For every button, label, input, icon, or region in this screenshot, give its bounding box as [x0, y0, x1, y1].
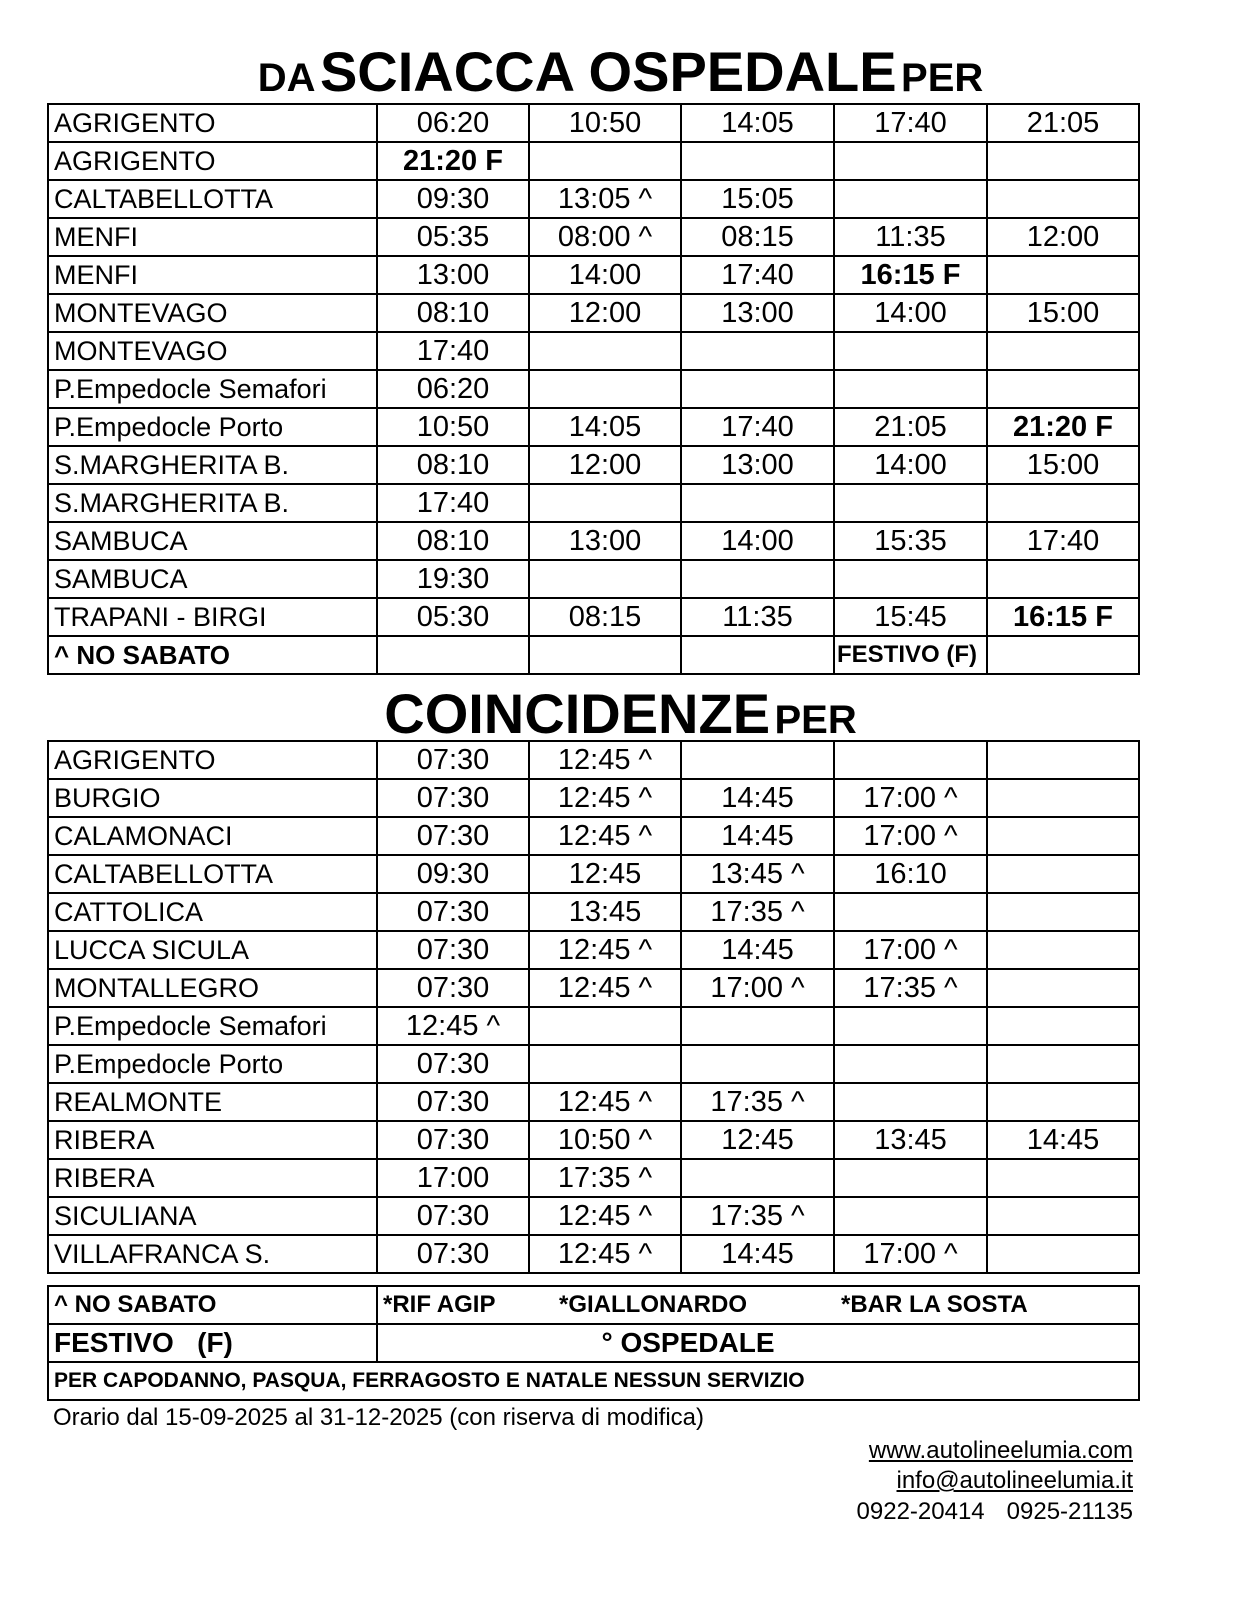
destination-cell: CALAMONACI — [48, 817, 377, 855]
legend-row-holidays — [48, 1362, 1139, 1400]
empty-cell — [987, 1197, 1139, 1235]
festivo-note: FESTIVO (F) — [48, 1324, 377, 1362]
legend-row-stops — [48, 1286, 1139, 1324]
destination-cell: MENFI — [48, 256, 377, 294]
time-cell: 13:45 — [834, 1121, 987, 1159]
time-cell: 13:00 — [529, 522, 681, 560]
time-cell: 17:00 ^ — [834, 779, 987, 817]
phone-2: 0925-21135 — [1006, 1498, 1133, 1525]
empty-cell — [987, 1045, 1139, 1083]
time-cell: 19:30 — [377, 560, 529, 598]
destination-cell: AGRIGENTO — [48, 104, 377, 142]
time-cell: 14:05 — [529, 408, 681, 446]
time-cell: 12:45 — [529, 855, 681, 893]
departure-row — [48, 294, 1139, 332]
time-cell: 21:05 — [987, 104, 1139, 142]
ospedale-note — [377, 1324, 1139, 1362]
time-cell: 07:30 — [377, 1197, 529, 1235]
time-cell: 10:50 — [529, 104, 681, 142]
time-cell: 21:20 F — [987, 408, 1139, 446]
connections-table-body — [48, 741, 1139, 1273]
time-cell: 08:10 — [377, 522, 529, 560]
empty-cell — [681, 741, 834, 779]
stop-notes — [377, 1286, 1139, 1324]
time-cell: 17:40 — [987, 522, 1139, 560]
title-prefix: DA — [257, 56, 316, 100]
empty-cell — [529, 1007, 681, 1045]
legend-table — [47, 1285, 1140, 1401]
time-cell: 09:30 — [377, 180, 529, 218]
empty-cell — [834, 1045, 987, 1083]
empty-cell — [529, 636, 681, 674]
time-cell: 12:45 ^ — [529, 817, 681, 855]
empty-cell — [987, 370, 1139, 408]
time-cell: 17:40 — [834, 104, 987, 142]
time-cell: 12:45 ^ — [377, 1007, 529, 1045]
destination-cell: S.MARGHERITA B. — [48, 484, 377, 522]
time-cell: 05:35 — [377, 218, 529, 256]
time-cell: 15:00 — [987, 294, 1139, 332]
time-cell: 07:30 — [377, 969, 529, 1007]
time-cell: 17:00 — [377, 1159, 529, 1197]
time-cell: 17:40 — [377, 332, 529, 370]
time-cell: 13:05 ^ — [529, 180, 681, 218]
time-cell: 07:30 — [377, 817, 529, 855]
page-title — [0, 40, 1241, 103]
destination-cell: VILLAFRANCA S. — [48, 1235, 377, 1273]
time-cell: 08:10 — [377, 294, 529, 332]
time-cell: 14:00 — [834, 294, 987, 332]
departure-row — [48, 142, 1139, 180]
time-cell: 21:05 — [834, 408, 987, 446]
time-cell: 06:20 — [377, 104, 529, 142]
connection-row — [48, 779, 1139, 817]
time-cell: 15:35 — [834, 522, 987, 560]
connection-row — [48, 1197, 1139, 1235]
time-cell: 17:40 — [681, 408, 834, 446]
legend-row-festivo — [48, 1324, 1139, 1362]
empty-cell — [987, 1007, 1139, 1045]
empty-cell — [834, 741, 987, 779]
validity-note: Orario dal 15-09-2025 al 31-12-2025 (con riserva di modifica) — [53, 1404, 704, 1431]
phone-1: 0922-20414 — [856, 1498, 985, 1525]
time-cell: 14:45 — [681, 817, 834, 855]
giallonardo-note: *GIALLONARDO — [559, 1291, 747, 1318]
time-cell: 12:00 — [529, 294, 681, 332]
empty-cell — [987, 636, 1139, 674]
time-cell: 12:45 ^ — [529, 779, 681, 817]
destination-cell: MONTEVAGO — [48, 332, 377, 370]
destination-cell: MENFI — [48, 218, 377, 256]
time-cell: 16:15 F — [834, 256, 987, 294]
departure-row — [48, 484, 1139, 522]
time-cell: 17:00 ^ — [834, 817, 987, 855]
time-cell: 15:05 — [681, 180, 834, 218]
connection-row — [48, 817, 1139, 855]
empty-cell — [681, 484, 834, 522]
connection-row — [48, 1121, 1139, 1159]
time-cell: 12:45 ^ — [529, 1197, 681, 1235]
title-suffix: PER — [901, 56, 984, 100]
time-cell: 07:30 — [377, 779, 529, 817]
destination-cell: CALTABELLOTTA — [48, 855, 377, 893]
empty-cell — [834, 484, 987, 522]
destination-cell: AGRIGENTO — [48, 741, 377, 779]
phone-numbers — [857, 1498, 1133, 1526]
connection-row — [48, 1083, 1139, 1121]
festivo-note: FESTIVO (F) — [834, 636, 987, 674]
time-cell: 16:15 F — [987, 598, 1139, 636]
empty-cell — [834, 370, 987, 408]
title-main: SCIACCA OSPEDALE — [319, 40, 897, 103]
connection-row — [48, 893, 1139, 931]
section-title-suffix: PER — [774, 698, 857, 742]
section-title — [0, 682, 1241, 745]
empty-cell — [529, 332, 681, 370]
empty-cell — [834, 1197, 987, 1235]
holiday-notice: PER CAPODANNO, PASQUA, FERRAGOSTO E NATALE NESSUN SERVIZIO — [48, 1362, 1139, 1400]
connections-table — [47, 740, 1140, 1274]
time-cell: 14:05 — [681, 104, 834, 142]
empty-cell — [834, 1007, 987, 1045]
time-cell: 13:45 ^ — [681, 855, 834, 893]
destination-cell: BURGIO — [48, 779, 377, 817]
time-cell: 17:40 — [681, 256, 834, 294]
empty-cell — [529, 370, 681, 408]
time-cell: 15:45 — [834, 598, 987, 636]
connection-row — [48, 1159, 1139, 1197]
time-cell: 10:50 ^ — [529, 1121, 681, 1159]
connection-row — [48, 855, 1139, 893]
time-cell: 08:10 — [377, 446, 529, 484]
destination-cell: P.Empedocle Porto — [48, 408, 377, 446]
empty-cell — [987, 969, 1139, 1007]
time-cell: 17:40 — [377, 484, 529, 522]
empty-cell — [529, 484, 681, 522]
time-cell: 12:45 ^ — [529, 741, 681, 779]
time-cell: 12:45 — [681, 1121, 834, 1159]
empty-cell — [681, 636, 834, 674]
time-cell: 08:00 ^ — [529, 218, 681, 256]
empty-cell — [834, 893, 987, 931]
time-cell: 12:00 — [987, 218, 1139, 256]
ospedale-label: ° OSPEDALE — [601, 1327, 775, 1358]
empty-cell — [987, 560, 1139, 598]
empty-cell — [681, 1159, 834, 1197]
departure-row — [48, 446, 1139, 484]
empty-cell — [987, 142, 1139, 180]
time-cell: 17:35 ^ — [681, 893, 834, 931]
departure-row — [48, 408, 1139, 446]
time-cell: 13:45 — [529, 893, 681, 931]
connection-row — [48, 1235, 1139, 1273]
departure-row — [48, 522, 1139, 560]
time-cell: 17:35 ^ — [681, 1083, 834, 1121]
destination-cell: REALMONTE — [48, 1083, 377, 1121]
departure-row — [48, 598, 1139, 636]
empty-cell — [987, 256, 1139, 294]
connection-row — [48, 931, 1139, 969]
departure-row — [48, 180, 1139, 218]
destination-cell: MONTALLEGRO — [48, 969, 377, 1007]
empty-cell — [834, 1083, 987, 1121]
departure-row — [48, 560, 1139, 598]
empty-cell — [987, 1083, 1139, 1121]
empty-cell — [987, 180, 1139, 218]
time-cell: 08:15 — [681, 218, 834, 256]
time-cell: 05:30 — [377, 598, 529, 636]
empty-cell — [681, 332, 834, 370]
time-cell: 14:45 — [681, 779, 834, 817]
connection-row — [48, 969, 1139, 1007]
time-cell: 13:00 — [681, 446, 834, 484]
empty-cell — [834, 180, 987, 218]
time-cell: 16:10 — [834, 855, 987, 893]
website-link[interactable]: www.autolineelumia.com — [868, 1437, 1133, 1464]
time-cell: 11:35 — [681, 598, 834, 636]
destination-cell: CATTOLICA — [48, 893, 377, 931]
empty-cell — [834, 560, 987, 598]
connection-row — [48, 1007, 1139, 1045]
empty-cell — [681, 142, 834, 180]
time-cell: 17:00 ^ — [834, 931, 987, 969]
departures-table-body — [48, 104, 1139, 636]
departure-row — [48, 104, 1139, 142]
time-cell: 14:00 — [834, 446, 987, 484]
destination-cell: S.MARGHERITA B. — [48, 446, 377, 484]
rif-agip-note: *RIF AGIP — [383, 1291, 496, 1318]
empty-cell — [987, 741, 1139, 779]
time-cell: 07:30 — [377, 1083, 529, 1121]
time-cell: 17:00 ^ — [681, 969, 834, 1007]
empty-cell — [529, 1045, 681, 1083]
time-cell: 07:30 — [377, 893, 529, 931]
no-saturday-note: ^ NO SABATO — [48, 1286, 377, 1324]
destination-cell: P.Empedocle Porto — [48, 1045, 377, 1083]
empty-cell — [681, 1045, 834, 1083]
empty-cell — [987, 1235, 1139, 1273]
time-cell: 13:00 — [681, 294, 834, 332]
departure-row — [48, 256, 1139, 294]
empty-cell — [987, 817, 1139, 855]
empty-cell — [681, 560, 834, 598]
time-cell: 17:00 ^ — [834, 1235, 987, 1273]
departure-row — [48, 332, 1139, 370]
destination-cell: MONTEVAGO — [48, 294, 377, 332]
empty-cell — [681, 1007, 834, 1045]
time-cell: 14:00 — [681, 522, 834, 560]
time-cell: 08:15 — [529, 598, 681, 636]
time-cell: 12:45 ^ — [529, 1083, 681, 1121]
destination-cell: AGRIGENTO — [48, 142, 377, 180]
destination-cell: P.Empedocle Semafori — [48, 1007, 377, 1045]
destination-cell: P.Empedocle Semafori — [48, 370, 377, 408]
destination-cell: SICULIANA — [48, 1197, 377, 1235]
empty-cell — [987, 779, 1139, 817]
destination-cell: RIBERA — [48, 1121, 377, 1159]
empty-cell — [987, 855, 1139, 893]
departure-row — [48, 218, 1139, 256]
empty-cell — [529, 560, 681, 598]
connection-row — [48, 1045, 1139, 1083]
empty-cell — [834, 332, 987, 370]
time-cell: 07:30 — [377, 741, 529, 779]
empty-cell — [681, 370, 834, 408]
time-cell: 17:35 ^ — [529, 1159, 681, 1197]
time-cell: 06:20 — [377, 370, 529, 408]
destination-cell: CALTABELLOTTA — [48, 180, 377, 218]
time-cell: 07:30 — [377, 1045, 529, 1083]
time-cell: 07:30 — [377, 1235, 529, 1273]
time-cell: 17:35 ^ — [834, 969, 987, 1007]
destination-cell: TRAPANI - BIRGI — [48, 598, 377, 636]
time-cell: 12:45 ^ — [529, 1235, 681, 1273]
destination-cell: RIBERA — [48, 1159, 377, 1197]
time-cell: 07:30 — [377, 931, 529, 969]
empty-cell — [987, 893, 1139, 931]
time-cell: 12:45 ^ — [529, 931, 681, 969]
empty-cell — [834, 142, 987, 180]
no-saturday-note: ^ NO SABATO — [48, 636, 377, 674]
empty-cell — [377, 636, 529, 674]
time-cell: 07:30 — [377, 1121, 529, 1159]
time-cell: 13:00 — [377, 256, 529, 294]
email-link[interactable]: info@autolineelumia.it — [896, 1467, 1133, 1494]
time-cell: 12:00 — [529, 446, 681, 484]
time-cell: 14:45 — [681, 931, 834, 969]
time-cell: 09:30 — [377, 855, 529, 893]
empty-cell — [987, 1159, 1139, 1197]
time-cell: 15:00 — [987, 446, 1139, 484]
time-cell: 21:20 F — [377, 142, 529, 180]
destination-cell: LUCCA SICULA — [48, 931, 377, 969]
time-cell: 10:50 — [377, 408, 529, 446]
time-cell: 12:45 ^ — [529, 969, 681, 1007]
bar-la-sosta-note: *BAR LA SOSTA — [841, 1291, 1028, 1318]
departures-table — [47, 103, 1140, 675]
empty-cell — [987, 931, 1139, 969]
time-cell: 17:35 ^ — [681, 1197, 834, 1235]
empty-cell — [834, 1159, 987, 1197]
empty-cell — [987, 332, 1139, 370]
time-cell: 14:45 — [987, 1121, 1139, 1159]
connection-row — [48, 741, 1139, 779]
time-cell: 14:45 — [681, 1235, 834, 1273]
departures-legend-row — [48, 636, 1139, 674]
empty-cell — [987, 484, 1139, 522]
destination-cell: SAMBUCA — [48, 560, 377, 598]
departure-row — [48, 370, 1139, 408]
section-title-main: COINCIDENZE — [384, 682, 771, 745]
empty-cell — [529, 142, 681, 180]
destination-cell: SAMBUCA — [48, 522, 377, 560]
time-cell: 11:35 — [834, 218, 987, 256]
time-cell: 14:00 — [529, 256, 681, 294]
